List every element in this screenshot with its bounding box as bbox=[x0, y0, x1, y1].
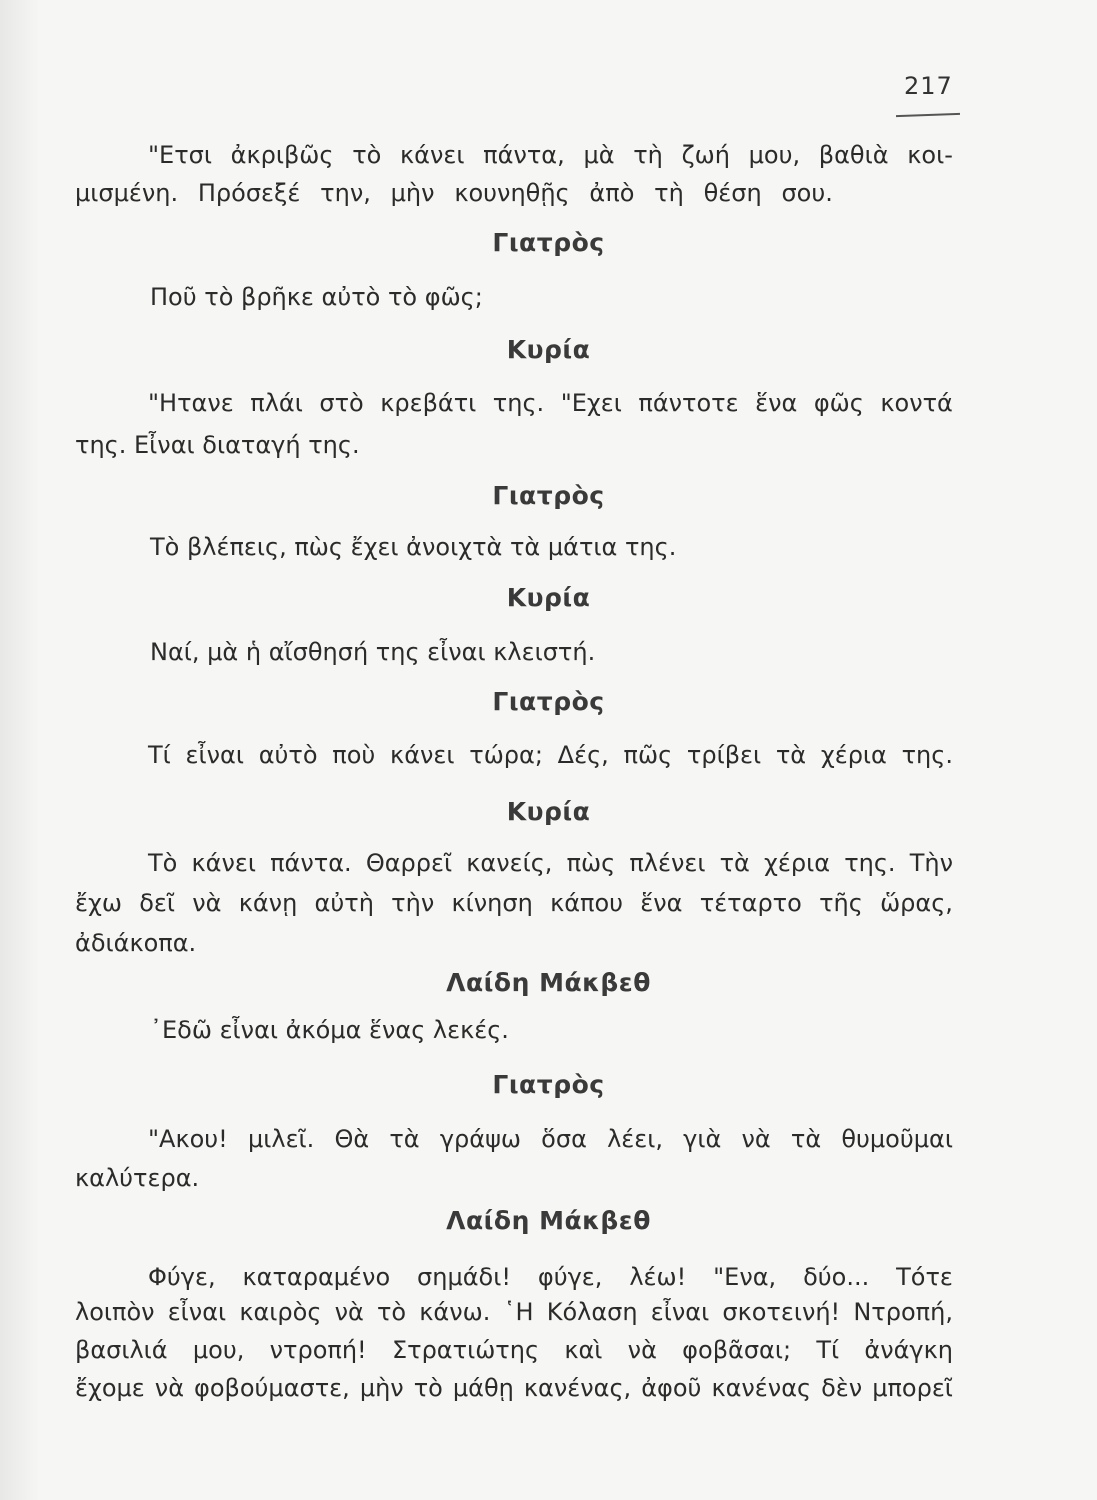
word: ποὺ bbox=[332, 741, 376, 769]
word: ὥρας, bbox=[880, 889, 953, 917]
word: τὴ bbox=[654, 179, 684, 207]
word: νὰ bbox=[334, 1298, 364, 1326]
speaker-heading: Κυρία bbox=[506, 583, 591, 612]
text-line bbox=[75, 1373, 953, 1403]
speaker-heading: Γιατρὸς bbox=[492, 228, 605, 257]
word: μου, bbox=[192, 1336, 245, 1364]
word: νὰ bbox=[627, 1336, 657, 1364]
text-line bbox=[148, 388, 953, 418]
word: κίνηση bbox=[451, 889, 533, 917]
word: τὰ bbox=[389, 1125, 420, 1153]
word: Θαρρεῖ bbox=[365, 849, 453, 877]
speaker-heading: Γιατρὸς bbox=[492, 687, 605, 716]
word: ἀκριβῶς bbox=[230, 141, 334, 169]
text-line bbox=[75, 178, 833, 208]
word: ἔχω bbox=[75, 889, 122, 917]
word: κανείς, bbox=[466, 849, 553, 877]
word: χέρια bbox=[764, 849, 831, 877]
word: πλένει bbox=[629, 849, 706, 877]
word: γιὰ bbox=[683, 1125, 722, 1153]
word: "Ακου! bbox=[148, 1125, 228, 1153]
word: ζωή bbox=[681, 141, 730, 169]
text-line: ᾿Εδῶ εἶναι ἀκόμα ἕνας λεκές. bbox=[150, 1016, 509, 1044]
word: κάνει bbox=[390, 741, 455, 769]
word: ἀνάγκη bbox=[864, 1336, 953, 1364]
word: ἀπὸ bbox=[589, 179, 635, 207]
word: τὰ bbox=[775, 741, 807, 769]
word: κανένας, bbox=[523, 1374, 632, 1402]
word: τὰ bbox=[719, 849, 750, 877]
word: ἀφοῦ bbox=[641, 1374, 702, 1402]
word: τὸ bbox=[376, 1298, 407, 1326]
word: γράψω bbox=[439, 1125, 521, 1153]
word: Θὰ bbox=[334, 1125, 370, 1153]
word: κάνει bbox=[191, 849, 256, 877]
word: μὴν bbox=[390, 179, 435, 207]
word: Τότε bbox=[896, 1263, 953, 1291]
word: στὸ bbox=[319, 389, 364, 417]
word: μὴν bbox=[359, 1374, 404, 1402]
binding-shadow bbox=[0, 0, 40, 1500]
word: κουνηθῇς bbox=[454, 179, 570, 207]
word: πὼς bbox=[566, 849, 616, 877]
word: μὰ bbox=[583, 141, 615, 169]
speaker-heading: Κυρία bbox=[506, 335, 591, 364]
word: της. bbox=[492, 389, 545, 417]
word: κάνῃ bbox=[238, 889, 298, 917]
word: εἶναι bbox=[650, 1298, 710, 1326]
word: κοι- bbox=[907, 141, 953, 169]
word: πῶς bbox=[623, 741, 673, 769]
word: κρεβάτι bbox=[380, 389, 477, 417]
word: τέταρτο bbox=[699, 889, 802, 917]
word: Τί bbox=[816, 1336, 840, 1364]
word: λοιπὸν bbox=[75, 1298, 155, 1326]
word: κοντά bbox=[880, 389, 953, 417]
word: τρίβει bbox=[686, 741, 762, 769]
text-line bbox=[148, 848, 953, 878]
speaker-heading: Λαίδη Μάκβεθ bbox=[446, 968, 651, 997]
word: Τὸ bbox=[148, 849, 178, 877]
word: τῆς bbox=[819, 889, 863, 917]
word: μισμένη. bbox=[75, 179, 179, 207]
word: Πρόσεξέ bbox=[197, 179, 301, 207]
word: τὸ bbox=[352, 141, 382, 169]
word: τὴ bbox=[633, 141, 663, 169]
word: νὰ bbox=[192, 889, 222, 917]
word: μιλεῖ. bbox=[247, 1125, 315, 1153]
word: φύγε, bbox=[537, 1263, 603, 1291]
word: ἕνα bbox=[640, 889, 683, 917]
word: φοβούμαστε, bbox=[194, 1374, 350, 1402]
word: "Ετσι bbox=[148, 141, 212, 169]
word: "Ητανε bbox=[148, 389, 234, 417]
speaker-heading: Λαίδη Μάκβεθ bbox=[446, 1206, 651, 1235]
word: σημάδι! bbox=[417, 1263, 511, 1291]
text-line: καλύτερα. bbox=[75, 1164, 200, 1192]
text-line bbox=[75, 1335, 953, 1365]
word: κάνω. bbox=[419, 1298, 491, 1326]
word: δύο... bbox=[803, 1263, 870, 1291]
word: κάπου bbox=[550, 889, 624, 917]
word: αὐτὴ bbox=[314, 889, 374, 917]
word: αὐτὸ bbox=[258, 741, 318, 769]
word: φῶς bbox=[813, 389, 864, 417]
word: ντροπή! bbox=[269, 1336, 367, 1364]
word: νὰ bbox=[741, 1125, 771, 1153]
word: φοβᾶσαι; bbox=[682, 1336, 792, 1364]
word: λέει, bbox=[607, 1125, 663, 1153]
word: δεῖ bbox=[139, 889, 175, 917]
text-line: της. Εἶναι διαταγή της. bbox=[75, 431, 360, 459]
word: πάντα. bbox=[270, 849, 352, 877]
word: πάντα, bbox=[483, 141, 565, 169]
word: ῾Η bbox=[503, 1298, 534, 1326]
word: μου, bbox=[748, 141, 801, 169]
word: της. bbox=[901, 741, 953, 769]
word: τώρα; bbox=[469, 741, 543, 769]
speaker-heading: Γιατρὸς bbox=[492, 1070, 605, 1099]
word: μπορεῖ bbox=[872, 1374, 953, 1402]
word: κάνει bbox=[400, 141, 465, 169]
word: καὶ bbox=[564, 1336, 603, 1364]
word: ὅσα bbox=[541, 1125, 587, 1153]
page-number: 217 bbox=[904, 72, 953, 100]
text-line bbox=[148, 1262, 953, 1292]
word: Ντροπή, bbox=[853, 1298, 953, 1326]
text-line bbox=[75, 888, 953, 918]
word: την, bbox=[320, 179, 371, 207]
text-line: Ναί, μὰ ἡ αἴσθησή της εἶναι κλειστή. bbox=[150, 638, 596, 666]
word: νὰ bbox=[154, 1374, 185, 1402]
text-line: Ποῦ τὸ βρῆκε αὐτὸ τὸ φῶς; bbox=[150, 283, 483, 311]
word: Τί bbox=[148, 741, 171, 769]
word: ἔχομε bbox=[75, 1374, 145, 1402]
word: τὸ bbox=[413, 1374, 443, 1402]
text-line bbox=[148, 740, 953, 770]
word: Στρατιώτης bbox=[391, 1336, 540, 1364]
word: καταραμένο bbox=[242, 1263, 391, 1291]
word: λέω! bbox=[629, 1263, 687, 1291]
word: πάντοτε bbox=[638, 389, 739, 417]
word: θέση bbox=[703, 179, 762, 207]
text-line: ἀδιάκοπα. bbox=[75, 929, 197, 957]
word: βαθιὰ bbox=[818, 141, 889, 169]
page-number-rule bbox=[896, 113, 960, 117]
text-line bbox=[148, 140, 953, 170]
word: της. bbox=[844, 849, 896, 877]
word: Τὴν bbox=[909, 849, 953, 877]
word: Κόλαση bbox=[546, 1298, 638, 1326]
text-line bbox=[75, 1297, 953, 1327]
word: τὴν bbox=[391, 889, 435, 917]
word: καιρὸς bbox=[239, 1298, 322, 1326]
word: "Ενα, bbox=[713, 1263, 777, 1291]
word: ἕνα bbox=[755, 389, 798, 417]
word: χέρια bbox=[820, 741, 887, 769]
word: Φύγε, bbox=[148, 1263, 216, 1291]
word: θυμοῦμαι bbox=[841, 1125, 953, 1153]
speaker-heading: Γιατρὸς bbox=[492, 481, 605, 510]
word: σκοτεινή! bbox=[722, 1298, 841, 1326]
word: τὰ bbox=[790, 1125, 822, 1153]
word: μάθῃ bbox=[452, 1374, 514, 1402]
word: βασιλιά bbox=[75, 1336, 168, 1364]
word: σου. bbox=[781, 179, 833, 207]
word: εἶναι bbox=[167, 1298, 227, 1326]
text-line bbox=[148, 1124, 953, 1154]
speaker-heading: Κυρία bbox=[506, 797, 591, 826]
text-line: Τὸ βλέπεις, πὼς ἔχει ἀνοιχτὰ τὰ μάτια της. bbox=[150, 533, 677, 561]
word: Δές, bbox=[557, 741, 609, 769]
word: δὲν bbox=[821, 1374, 863, 1402]
word: κανένας bbox=[711, 1374, 812, 1402]
word: εἶναι bbox=[185, 741, 244, 769]
word: "Εχει bbox=[560, 389, 622, 417]
word: πλάι bbox=[250, 389, 303, 417]
